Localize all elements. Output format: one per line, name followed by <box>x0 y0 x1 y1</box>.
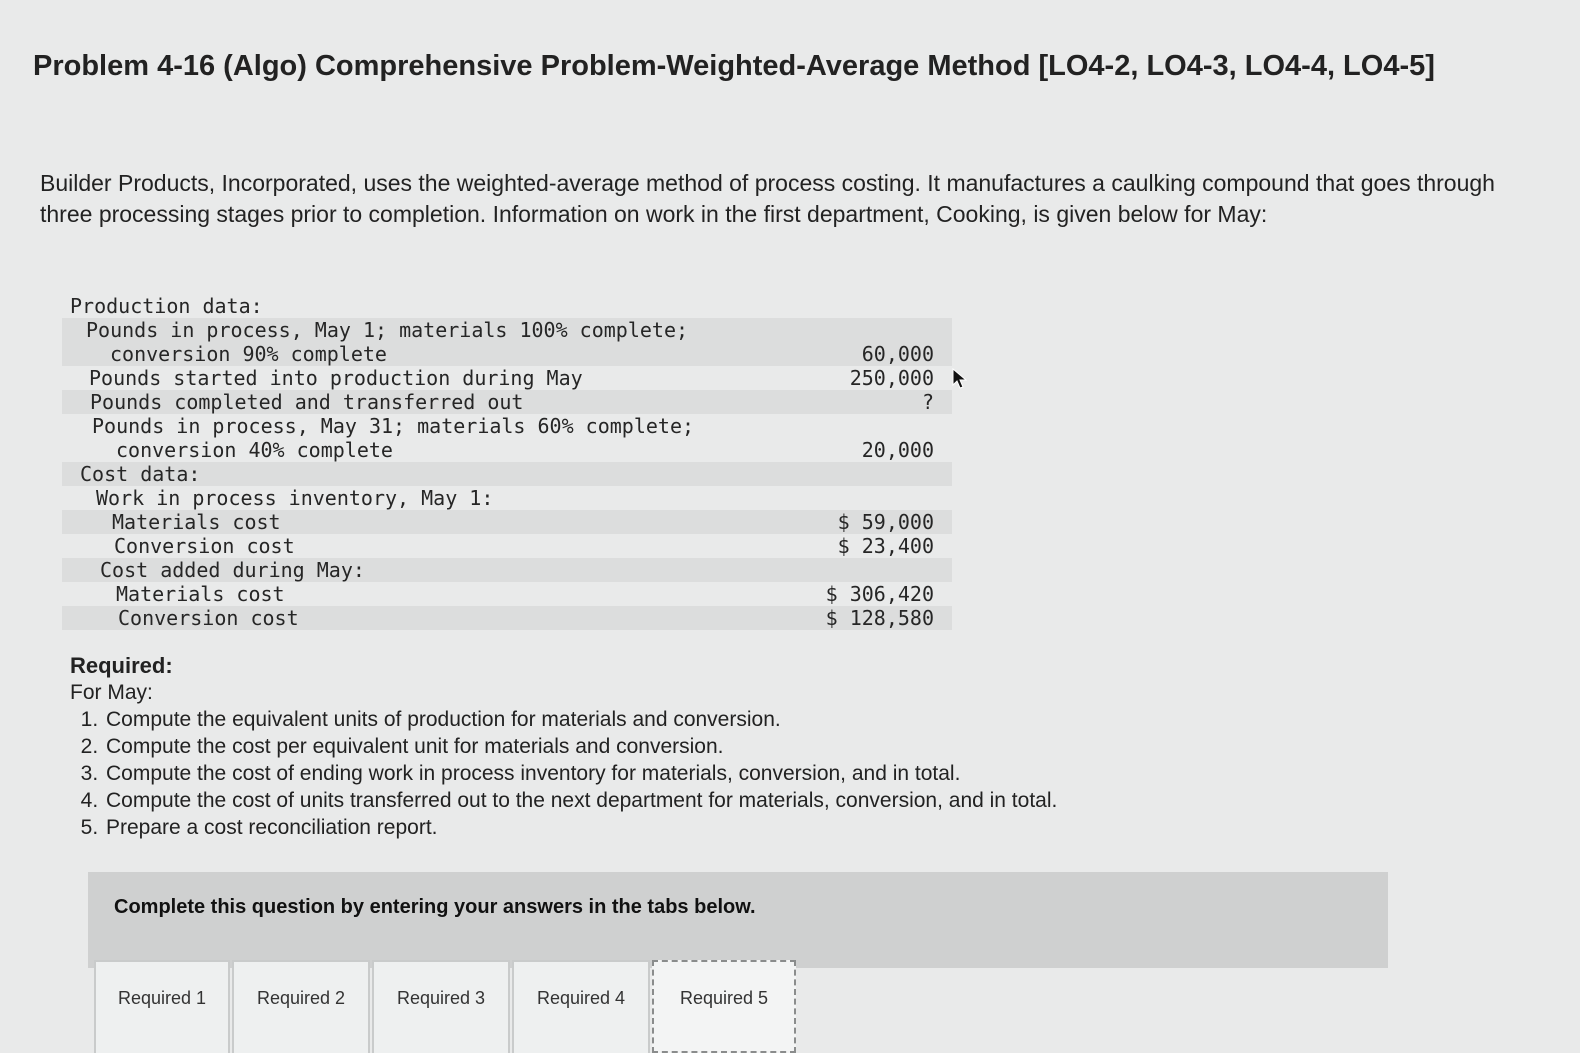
list-item: 5. Prepare a cost reconciliation report. <box>104 814 1270 841</box>
tab-required-1[interactable]: Required 1 <box>94 960 230 1053</box>
instruction-panel <box>88 872 1388 968</box>
table-row <box>62 534 952 558</box>
end-wip-label-1: Pounds in process, May 31; materials 60% complete; <box>92 414 695 438</box>
begin-wip-value: 60,000 <box>861 342 934 366</box>
mouse-pointer-icon <box>952 368 968 390</box>
started-value: 250,000 <box>849 366 934 390</box>
added-cost-heading: Cost added during May: <box>100 558 365 582</box>
end-wip-label-2: conversion 40% complete <box>116 438 393 462</box>
cost-heading-row <box>62 462 952 486</box>
table-row <box>62 366 952 390</box>
required-heading: Required: <box>70 653 173 678</box>
tab-required-5[interactable]: Required 5 <box>652 960 796 1053</box>
required-subheading: For May: <box>70 681 153 704</box>
added-conversion-label: Conversion cost <box>118 606 299 630</box>
added-materials-label: Materials cost <box>116 582 285 606</box>
table-row <box>62 558 952 582</box>
completed-value: ? <box>921 390 934 414</box>
data-table <box>62 294 952 630</box>
tab-required-4[interactable]: Required 4 <box>512 960 650 1053</box>
added-conversion-value: $ 128,580 <box>825 606 934 630</box>
wip-materials-label: Materials cost <box>112 510 281 534</box>
instruction-text: Complete this question by entering your answers in the tabs below. <box>114 896 756 918</box>
wip-conversion-label: Conversion cost <box>114 534 295 558</box>
list-item: 3. Compute the cost of ending work in process inventory for materials, conversion, and in total. <box>104 760 1270 787</box>
required-section <box>70 652 1270 841</box>
wip-cost-heading: Work in process inventory, May 1: <box>96 486 494 510</box>
problem-intro: Builder Products, Incorporated, uses the weighted-average method of process costing. It manufactures a caulking compound that goes through three processing stages prior to completion. Information on work in the first department, Cooking, is given below for May: <box>40 170 1495 227</box>
begin-wip-label-2: conversion 90% complete <box>110 342 387 366</box>
table-row <box>62 390 952 414</box>
list-item: 1. Compute the equivalent units of production for materials and conversion. <box>104 706 1270 733</box>
end-wip-value: 20,000 <box>861 438 934 462</box>
begin-wip-label-1: Pounds in process, May 1; materials 100% complete; <box>86 318 689 342</box>
list-item: 2. Compute the cost per equivalent unit for materials and conversion. <box>104 733 1270 760</box>
production-heading: Production data: <box>70 294 263 318</box>
table-row <box>62 582 952 606</box>
required-list <box>70 706 1270 841</box>
page-title: Problem 4-16 (Algo) Comprehensive Problem-Weighted-Average Method [LO4-2, LO4-3, LO4-4, LO4-5] <box>33 50 1435 82</box>
cost-heading: Cost data: <box>80 462 201 486</box>
tab-required-3[interactable]: Required 3 <box>372 960 510 1053</box>
wip-conversion-value: $ 23,400 <box>837 534 934 558</box>
started-label: Pounds started into production during May <box>89 366 583 390</box>
table-row <box>62 606 952 630</box>
table-row <box>62 486 952 510</box>
tab-required-2[interactable]: Required 2 <box>232 960 370 1053</box>
added-materials-value: $ 306,420 <box>825 582 934 606</box>
list-item: 4. Compute the cost of units transferred out to the next department for materials, conversion, and in total. <box>104 787 1270 814</box>
table-row <box>62 414 952 462</box>
wip-materials-value: $ 59,000 <box>837 510 934 534</box>
table-row <box>62 318 952 366</box>
table-row <box>62 510 952 534</box>
production-heading-row <box>62 294 952 318</box>
completed-label: Pounds completed and transferred out <box>90 390 524 414</box>
